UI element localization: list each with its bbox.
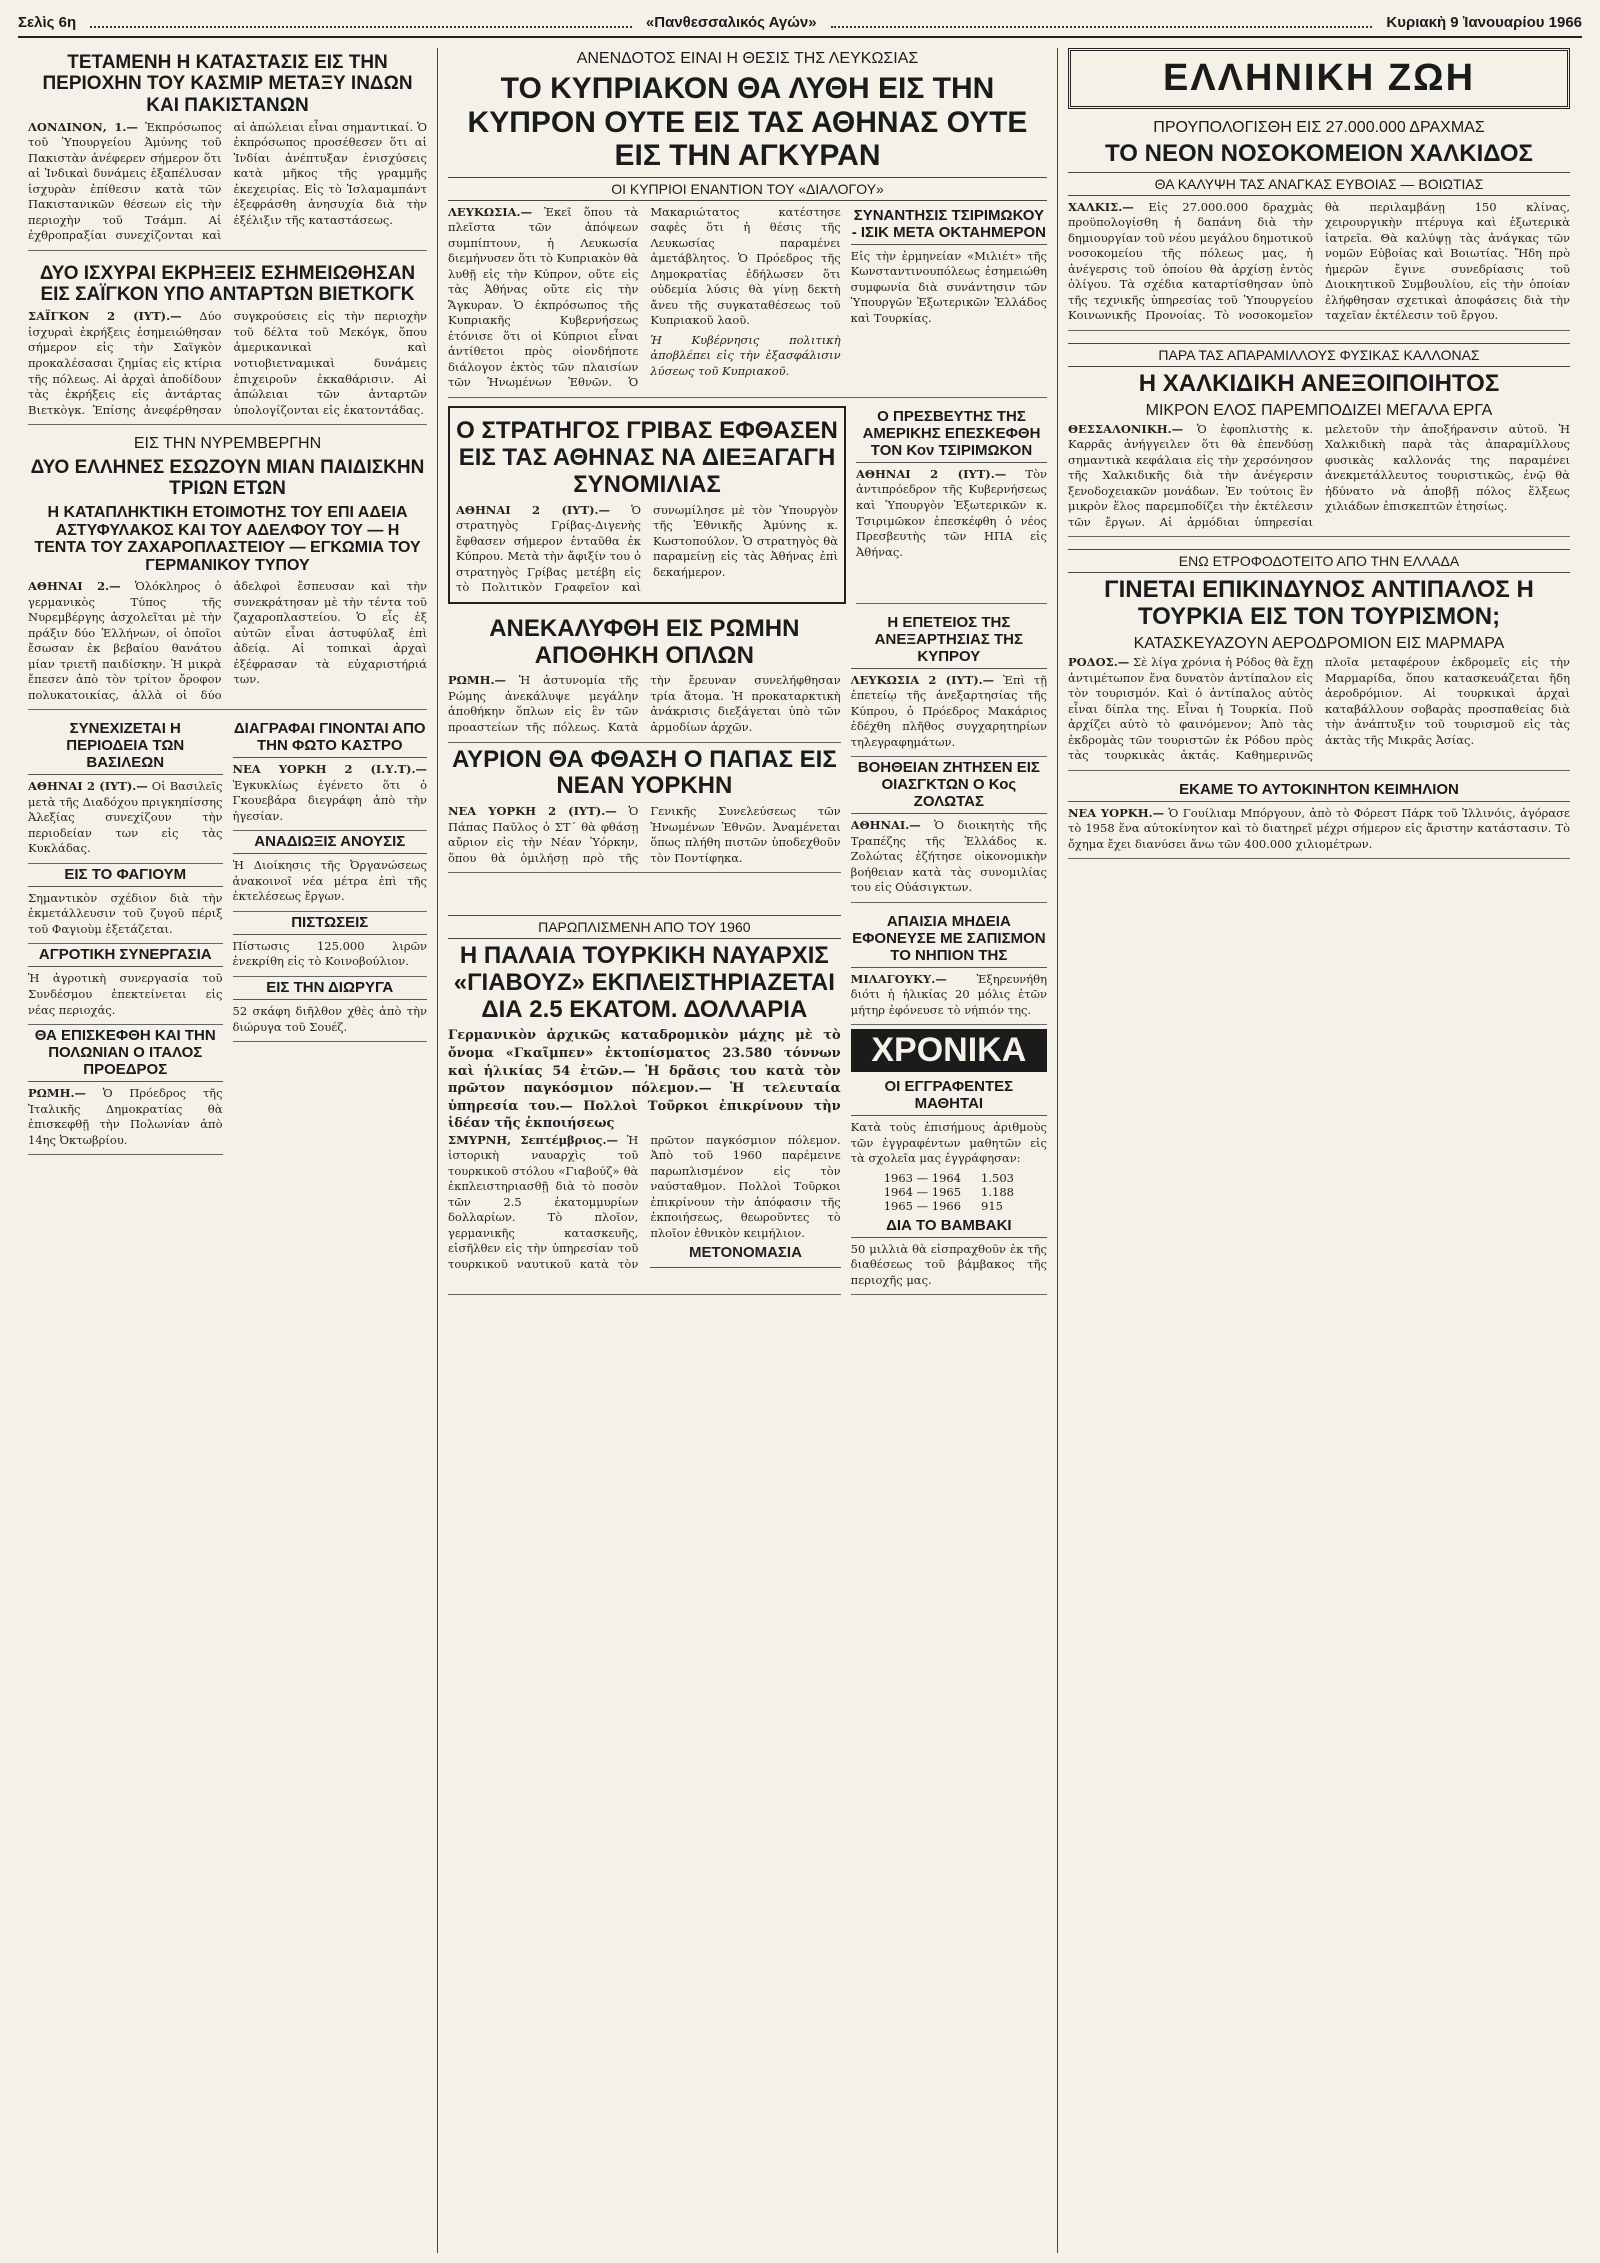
cyprus-body-row bbox=[448, 205, 1047, 391]
table-row bbox=[874, 1185, 1024, 1199]
article-text: Ἡ ἀγροτικὴ συνεργασία τοῦ Συνδέσμου ἐπεκτείνεται εἰς νέας περιοχάς. bbox=[28, 971, 223, 1017]
headline: ΤΟ ΝΕΟΝ ΝΟΣΟΚΟΜΕΙΟΝ ΧΑΛΚΙΔΟΣ bbox=[1105, 140, 1533, 167]
dateline: ΝΕΑ ΥΟΡΚΗ.— bbox=[1068, 805, 1165, 820]
article-body bbox=[28, 120, 427, 244]
article-text: Ὁ διοικητὴς τῆς Τραπέζης τῆς Ἑλλάδος κ. Ζολώτας ἐζήτησε οἰκονομικὴν βοήθειαν κατὰ τὰς συνομιλίας του εἰς Οὐάσιγκτων. bbox=[850, 818, 1047, 895]
headline: ΤΟ ΚΥΠΡΙΑΚΟΝ ΘΑ ΛΥΘΗ ΕΙΣ ΤΗΝ ΚΥΠΡΟΝ ΟΥΤΕ ΕΙΣ ΤΑΣ ΑΘΗΝΑΣ ΟΥΤΕ ΕΙΣ ΤΗΝ ΑΓΚΥΡΑΝ bbox=[467, 72, 1028, 173]
article-text: Ὁ ἐφοπλιστὴς κ. Καρρᾶς ἀνήγγειλεν ὅτι θὰ ἐπενδύσῃ σημαντικὰ κεφάλαια εἰς τὴν χερσόνησον τῆς Χαλκιδικῆς διὰ τὴν ἀνέγερσιν ξενοδοχειακῶν μονάδων. Ἐν τούτοις ἓν μικρὸν ἕλος παρεμποδίζει τὴν ἐκτέλεσιν τῶν ἔργων. Αἱ ἀρμόδιαι ὑπηρεσίαι μελετοῦν τὴν ἀποξήρανσιν αὐτοῦ. Ἡ Χαλκιδικὴ παρὰ τὰς ἀπαραμίλλους φυσικὰς καλλονάς της παραμένει ἀνεκμετάλλευτος τουριστικῶς, ἐνῷ θὰ ἠδύνατο νὰ ἀποβῇ πόλος ἕλξεως χιλιάδων ἐπισκεπτῶν ἐτησίως. bbox=[1068, 421, 1570, 529]
table-cell-year: 1965 — 1966 bbox=[883, 1198, 962, 1213]
issue-date: Κυριακὴ 9 Ἰανουαρίου 1966 bbox=[1386, 13, 1582, 31]
dateline: ΑΘΗΝΑΙ.— bbox=[850, 818, 921, 833]
kicker: ΠΡΟΥΠΟΛΟΓΙΣΘΗ ΕΙΣ 27.000.000 ΔΡΑΧΜΑΣ bbox=[1153, 119, 1485, 136]
subheadline: ΚΑΤΑΣΚΕΥΑΖΟΥΝ ΑΕΡΟΔΡΟΜΙΟΝ ΕΙΣ ΜΑΡΜΑΡΑ bbox=[1133, 635, 1505, 653]
article-hospital bbox=[1068, 117, 1570, 331]
article-body bbox=[448, 804, 841, 866]
article-tourism bbox=[1068, 545, 1570, 770]
headline: ΑΠΑΙΣΙΑ ΜΗΔΕΙΑ ΕΦΟΝΕΥΣΕ ΜΕ ΣΑΠΙΣΜΟΝ ΤΟ ΝΗΠΙΟΝ ΤΗΣ bbox=[851, 913, 1047, 968]
article-us-ambassador bbox=[856, 406, 1047, 604]
article-body bbox=[448, 1133, 841, 1273]
enrollment-table bbox=[874, 1171, 1024, 1213]
cyprus-sidebar bbox=[851, 205, 1047, 391]
article-body bbox=[851, 818, 1047, 896]
table-cell-year: 1964 — 1965 bbox=[883, 1184, 962, 1199]
chronika-banner: ΧΡΟΝΙΚΑ bbox=[851, 1029, 1047, 1072]
short-items-right bbox=[233, 718, 428, 1155]
dateline: ΣΜΥΡΝΗ, Σεπτέμβριος.— bbox=[448, 1132, 619, 1147]
article-kashmir bbox=[28, 48, 427, 251]
article-body bbox=[28, 579, 427, 703]
article-cyprus bbox=[448, 48, 1047, 398]
headline: ΑΝΑΔΙΩΞΙΣ ΑΝΟΥΣΙΣ bbox=[233, 833, 428, 854]
dateline: ΑΘΗΝΑΙ 2 (ΙΥΤ).— bbox=[28, 779, 148, 794]
short-item bbox=[233, 831, 428, 912]
article-zolotas bbox=[851, 757, 1047, 903]
rome-row bbox=[448, 612, 1047, 903]
article-text: Εἰς 27.000.000 δραχμὰς προϋπολογίσθη ἡ δαπάνη διὰ τὴν δημιουργίαν τοῦ νέου μεγάλου δημοτικοῦ νοσοκομείου τῆς πόλεως μας, ἡ ἀνέγερσις τοῦ ὁποίου θὰ ἀρχίσῃ ἐντὸς ὀλίγου. Τὰ σχέδια καταρτίσθησαν ὑπὸ τῆς τεχνικῆς ὑπηρεσίας τοῦ Ὑπουργείου Κοινωνικῆς Προνοίας. Τὸ νοσοκομεῖον θὰ περιλαμβάνῃ 150 κλίνας, χειρουργικὴν πτέρυγα καὶ ἐξωτερικὰ ἰατρεῖα. Θὰ καλύψῃ τὰς ἀνάγκας τῶν νομῶν Εὐβοίας καὶ Βοιωτίας. Ἤδη πρὸ ἡμερῶν ἔγινε συνεδρίασις τοῦ Διοικητικοῦ Συμβουλίου, εἰς τὴν ὁποίαν ἐλήφθησαν σχετικαὶ ἀποφάσεις διὰ τὴν ταχεῖαν ἐκτέλεσιν τοῦ ἔργου. bbox=[1068, 199, 1570, 323]
article-text: Ὁ Πρόεδρος τῆς Ἰταλικῆς Δημοκρατίας θὰ ἐπισκεφθῇ τὴν Πολωνίαν ἀπὸ 14ης Ὀκτωβρίου. bbox=[28, 1086, 223, 1147]
subheadline: ΜΙΚΡΟΝ ΕΛΟΣ ΠΑΡΕΜΠΟΔΙΖΕΙ ΜΕΓΑΛΑ ΕΡΓΑ bbox=[1145, 401, 1493, 419]
article-body bbox=[1068, 806, 1570, 853]
dateline: ΑΘΗΝΑΙ 2.— bbox=[28, 579, 121, 594]
article-body bbox=[1068, 655, 1570, 764]
subheadline: Η ΚΑΤΑΠΛΗΚΤΙΚΗ ΕΤΟΙΜΟΤΗΣ ΤΟΥ ΕΠΙ ΑΔΕΙΑ ΑΣΤΥΦΥΛΑΚΟΣ ΚΑΙ ΤΟΥ ΑΔΕΛΦΟΥ ΤΟΥ — Η ΤΕΝΤΑ ΤΟΥ ΖΑΧΑΡΟΠΛΑΣΤΕΙΟΥ — ΕΓΚΩΜΙΑ ΤΟΥ ΓΕΡΜΑΝΙΚΟΥ ΤΥΠΟΥ bbox=[34, 503, 421, 575]
article-grivas bbox=[448, 406, 846, 604]
subheadline: ΘΑ ΚΑΛΥΨΗ ΤΑΣ ΑΝΑΓΚΑΣ ΕΥΒΟΙΑΣ — ΒΟΙΩΤΙΑΣ bbox=[1068, 172, 1570, 196]
headline: ΑΝΕΚΑΛΥΦΘΗ ΕΙΣ ΡΩΜΗΝ ΑΠΟΘΗΚΗ ΟΠΛΩΝ bbox=[489, 614, 800, 669]
article-text: Ἐκεῖ ὅπου τὰ πλεῖστα τῶν ἀπόψεων συμπίπτουν, ἡ Λευκωσία διεμήνυσεν ὅτι τὸ Κυπριακὸν θὰ λυθῇ εἰς τὴν Κύπρον, οὔτε εἰς τὰς Ἀθήνας οὔτε εἰς τὴν Ἄγκυραν. Ὁ ἐκπρόσωπος τῆς Κυπριακῆς Κυβερνήσεως ἐτόνισε ὅτι οἱ Κύπριοι εἶναι ἀντίθετοι πρὸς οἱονδήποτε διάλογον ἐκτὸς τῶν πλαισίων τῶν Ἡνωμένων Ἐθνῶν. Ὁ Μακαριώτατος κατέστησε σαφὲς ὅτι ἡ θέσις τῆς Λευκωσίας παραμένει ἀμετάβλητος. Ὁ Πρόεδρος τῆς Δημοκρατίας ἐδήλωσεν ὅτι οὐδεμία λύσις θὰ γίνῃ δεκτὴ ἄνευ τῆς συγκαταθέσεως τοῦ Κυπριακοῦ λαοῦ. bbox=[448, 204, 841, 390]
headline: ΒΟΗΘΕΙΑΝ ΖΗΤΗΣΕΝ ΕΙΣ ΟΙΑΣΓΚΤΩΝ Ο Κος ΖΟΛΩΤΑΣ bbox=[851, 759, 1047, 814]
kicker: ΠΑΡΩΠΛΙΣΜΕΝΗ ΑΠΟ ΤΟΥ 1960 bbox=[448, 915, 841, 939]
dateline: ΛΕΥΚΩΣΙΑ 2 (ΙΥΤ).— bbox=[850, 672, 995, 687]
headline: ΑΓΡΟΤΙΚΗ ΣΥΝΕΡΓΑΣΙΑ bbox=[28, 946, 223, 967]
short-item bbox=[28, 718, 223, 864]
article-text: Σημαντικὸν σχέδιον διὰ τὴν ἐκμετάλλευσιν τοῦ ζυγοῦ πέριξ τοῦ Φαγιοὺμ ἐξετάζεται. bbox=[28, 890, 223, 936]
article-text: Ὁ Γουίλιαμ Μπόργουν, ἀπὸ τὸ Φόρεστ Πάρκ τοῦ Ἰλλινόις, ἀγόρασε τὸ 1958 ἕνα αὐτοκίνητον καὶ τὸ διατηρεῖ μέχρι σήμερον εἰς ἄριστην κατάστασιν. Τὸ ὄχημα ἔχει διανύσει ἄνω τῶν 400.000 χιλιομέτρων. bbox=[1068, 805, 1570, 851]
headline: Η ΕΠΕΤΕΙΟΣ ΤΗΣ ΑΝΕΞΑΡΤΗΣΙΑΣ ΤΗΣ ΚΥΠΡΟΥ bbox=[851, 614, 1047, 669]
article-body bbox=[448, 673, 841, 735]
article-text: Ἐξηρευνήθη διότι ἡ ἡλικίας 20 μόλις ἐτῶν μήτηρ ἐφόνευσε τὸ νήπιόν της. bbox=[850, 971, 1047, 1017]
article-text: Οἱ Βασιλεῖς μετὰ τῆς Διαδόχου πριγκηπίσσης Ἀλεξίας συνεχίζουν τὴν περιοδείαν των εἰς τὰς Κυκλάδας. bbox=[28, 779, 223, 856]
article-halkidiki bbox=[1068, 339, 1570, 537]
table-row bbox=[874, 1171, 1024, 1185]
dateline: ΡΩΜΗ.— bbox=[28, 1086, 86, 1101]
article-car bbox=[1068, 779, 1570, 860]
dateline: ΡΟΔΟΣ.— bbox=[1068, 655, 1130, 670]
article-enosis bbox=[851, 612, 1047, 758]
table-cell-count: 1.188 bbox=[981, 1184, 1014, 1199]
kicker: ΠΑΡΑ ΤΑΣ ΑΠΑΡΑΜΙΛΛΟΥΣ ΦΥΣΙΚΑΣ ΚΑΛΛΟΝΑΣ bbox=[1068, 343, 1570, 367]
short-item bbox=[233, 977, 428, 1042]
article-text: Ἡ ἱστορικὴ ναυαρχὶς τοῦ τουρκικοῦ στόλου «Γιαβούζ» θὰ ἐκπλειστηριασθῇ διὰ τὸ ποσὸν τῶν 2.5 ἑκατομμυρίων δολλαρίων. Τὸ πλοῖον, γερμανικῆς κατασκευῆς, εἰσῆλθεν εἰς τὴν ὑπηρεσίαν τοῦ τουρκικοῦ ναυτικοῦ κατὰ τὸν πρῶτον παγκόσμιον πόλεμον. Ἀπὸ τοῦ 1960 παρέμεινε παρωπλισμένον εἰς τὸν ναύσταθμον. Πολλοὶ Τοῦρκοι ἐπικρίνουν τὴν ἀπόφασιν τῆς ἐκποιήσεως, θεωροῦντες τὸ πλοῖον ἐθνικὸν κειμήλιον. bbox=[448, 1132, 841, 1271]
article-body bbox=[1068, 200, 1570, 324]
article-nuremberg bbox=[28, 433, 427, 710]
article-body bbox=[856, 467, 1047, 560]
dateline: ΜΙΛΑΓΟΥΚΥ.— bbox=[850, 971, 947, 986]
headline: ΟΙ ΕΓΓΡΑΦΕΝΤΕΣ ΜΑΘΗΤΑΙ bbox=[851, 1078, 1047, 1116]
dateline: ΡΩΜΗ.— bbox=[448, 673, 506, 688]
dateline: ΑΘΗΝΑΙ 2 (ΙΥΤ).— bbox=[856, 466, 1007, 481]
kicker: ΑΝΕΝΔΟΤΟΣ ΕΙΝΑΙ Η ΘΕΣΙΣ ΤΗΣ ΛΕΥΚΩΣΙΑΣ bbox=[576, 50, 919, 67]
headline: ΕΙΣ ΤΟ ΦΑΓΙΟΥΜ bbox=[28, 866, 223, 887]
article-medea bbox=[851, 911, 1047, 1026]
article-text: Δύο ἰσχυραὶ ἐκρήξεις ἐσημειώθησαν σήμερον εἰς τὴν Σαϊγκὸν προκαλέσασαι ζημίας εἰς κτίρια τῆς πόλεως. Αἱ ἀρχαὶ ἀποδίδουν τὰς ἐκρήξεις εἰς ἀντάρτας Βιετκὸγκ. Ἐπίσης ἀνεφέρθησαν συγκρούσεις εἰς τὴν περιοχὴν τοῦ δέλτα τοῦ Μεκόγκ, ὅπου ἀμερικανικαὶ καὶ νοτιοβιετναμικαὶ δυνάμεις ἐπιχειροῦν ἐκκαθάρισιν. Αἱ ἀπώλειαι τῶν ἀνταρτῶν ὑπολογίζονται εἰς ἑκατοντάδας. bbox=[28, 309, 427, 417]
article-text: Ἐπὶ τῇ ἐπετείῳ τῆς ἀνεξαρτησίας τῆς Κύπρου, ὁ Πρόεδρος Μακάριος ἐδέχθη πλῆθος συγχαρητηρίων τηλεγραφημάτων. bbox=[850, 672, 1047, 749]
chronika-stack bbox=[851, 911, 1047, 1296]
headline: Ο ΣΤΡΑΤΗΓΟΣ ΓΡΙΒΑΣ ΕΦΘΑΣΕΝ ΕΙΣ ΤΑΣ ΑΘΗΝΑΣ ΝΑ ΔΙΕΞΑΓΑΓΗ ΣΥΝΟΜΙΛΙΑΣ bbox=[456, 416, 838, 498]
grivas-row bbox=[448, 406, 1047, 604]
short-item bbox=[28, 944, 223, 1025]
headline: ΔΥΟ ΙΣΧΥΡΑΙ ΕΚΡΗΞΕΙΣ ΕΣΗΜΕΙΩΘΗΣΑΝ ΕΙΣ ΣΑΪΓΚΟΝ ΥΠΟ ΑΝΤΑΡΤΩΝ ΒΙΕΤΚΟΓΚ bbox=[39, 262, 416, 306]
article-text: Πίστωσις 125.000 λιρῶν ἐνεκρίθη εἰς τὸ Κοινοβούλιον. bbox=[232, 938, 427, 969]
table-cell-count: 915 bbox=[981, 1198, 1003, 1213]
headline: ΕΙΣ ΤΗΝ ΔΙΩΡΥΓΑ bbox=[233, 979, 428, 1000]
dateline: ΝΕΑ ΥΟΡΚΗ 2 (ΙΥΤ).— bbox=[448, 804, 617, 819]
short-item bbox=[28, 1025, 223, 1155]
article-saigon bbox=[28, 259, 427, 425]
dateline: ΣΑΪΓΚΟΝ 2 (ΙΥΤ).— bbox=[28, 309, 182, 324]
headline: ΔΙΑΓΡΑΦΑΙ ΓΙΝΟΝΤΑΙ ΑΠΟ ΤΗΝ ΦΩΤΟ ΚΑΣΤΡΟ bbox=[233, 720, 428, 758]
article-text: Εἰς τὴν ἑρμηνείαν «Μιλιέτ» τῆς Κωνσταντινουπόλεως ἐσημειώθη συμφωνία διὰ συνάντησιν τῶν Ὑπουργῶν Ἐξωτερικῶν Ἑλλάδος καὶ Τουρκίας. bbox=[850, 248, 1047, 325]
center-column bbox=[438, 48, 1058, 2253]
article-body bbox=[28, 309, 427, 418]
article-body bbox=[28, 1086, 223, 1148]
article-yavuz bbox=[448, 911, 841, 1296]
dateline: ΑΘΗΝΑΙ 2 (ΙΥΤ).— bbox=[456, 502, 611, 517]
paper-name: «Πανθεσσαλικός Αγών» bbox=[645, 13, 817, 31]
headline: ΔΥΟ ΕΛΛΗΝΕΣ ΕΣΩΖΟΥΝ ΜΙΑΝ ΠΑΙΔΙΣΚΗΝ ΤΡΙΩΝ ΕΤΩΝ bbox=[30, 457, 425, 500]
section-subhead: ΜΕΤΟΝΟΜΑΣΙΑ bbox=[650, 1243, 840, 1267]
table-cell-year: 1963 — 1964 bbox=[883, 1170, 962, 1185]
article-text: Ἐγκυκλίως ἐγένετο ὅτι ὁ Γκουεβάρα διεγράφη ἀπὸ τὴν ἡγεσίαν. bbox=[232, 777, 427, 823]
table-cell-count: 1.503 bbox=[981, 1170, 1014, 1185]
article-text: Ὁ Πάπας Παῦλος ὁ ΣΤ΄ θὰ φθάσῃ αὔριον εἰς τὴν Νέαν Ὑόρκην, ὅπου θὰ ὁμιλήσῃ πρὸ τῆς Γενικῆς Συνελεύσεως τῶν Ἡνωμένων Ἐθνῶν. Ἀναμένεται ὅπως πλήθη πιστῶν ὑποδεχθοῦν τὸν Ποντίφηκα. bbox=[448, 804, 841, 865]
dateline: ΛΟΝΔΙΝΟΝ, 1.— bbox=[28, 119, 138, 134]
masthead-rule-left bbox=[90, 16, 632, 28]
article-body bbox=[28, 779, 223, 857]
article-body bbox=[851, 673, 1047, 751]
yavuz-row bbox=[448, 911, 1047, 1296]
rome-pope-stack bbox=[448, 612, 841, 903]
table-row bbox=[874, 1199, 1024, 1213]
headline: Η ΧΑΛΚΙΔΙΚΗ ΑΝΕΞΟΙΠΟΙΗΤΟΣ bbox=[1138, 370, 1500, 397]
masthead bbox=[18, 8, 1582, 38]
dateline: ΧΑΛΚΙΣ.— bbox=[1068, 199, 1134, 214]
headline: ΕΚΑΜΕ ΤΟ ΑΥΤΟΚΙΝΗΤΟΝ ΚΕΙΜΗΛΙΟΝ bbox=[1068, 781, 1570, 802]
headline: ΘΑ ΕΠΙΣΚΕΦΘΗ ΚΑΙ ΤΗΝ ΠΟΛΩΝΙΑΝ Ο ΙΤΑΛΟΣ ΠΡΟΕΔΡΟΣ bbox=[28, 1027, 223, 1082]
article-text: Ὁ στρατηγὸς Γρίβας-Διγενὴς ἔφθασεν σήμερον ἐνταῦθα ἐκ Κύπρου. Μετὰ τὴν ἄφιξίν του ὁ στρατηγὸς Γρίβας μετέβη εἰς τὸ Πολιτικὸν Γραφεῖον καὶ συνωμίλησε μὲ τὸν Ὑπουργὸν τῆς Ἐθνικῆς Ἀμύνης κ. Κωστοπούλον. Ὁ στρατηγὸς θὰ παραμείνῃ εἰς τὰς Ἀθήνας ἐπὶ δεκαήμερον. bbox=[456, 502, 838, 595]
pull-quote: Ἡ Κυβέρνησις πολιτικὴ ἀποβλέπει εἰς τὴν ἐξασφάλισιν λύσεως τοῦ Κυπριακοῦ. bbox=[650, 332, 841, 378]
article-text: Κατὰ τοὺς ἐπισήμους ἀριθμοὺς τῶν ἐγγραφέντων μαθητῶν εἰς τὰ σχολεῖα μας ἐγγράφησαν: bbox=[850, 1120, 1047, 1166]
headline: ΠΙΣΤΩΣΕΙΣ bbox=[233, 914, 428, 935]
page-label: Σελὶς 6η bbox=[18, 13, 77, 31]
headline: ΣΥΝΑΝΤΗΣΙΣ ΤΣΙΡΙΜΩΚΟΥ - ΙΣΙΚ ΜΕΤΑ ΟΚΤΑΗΜΕΡΟΝ bbox=[851, 207, 1047, 245]
right-column bbox=[1058, 48, 1580, 2253]
short-item bbox=[28, 864, 223, 945]
article-students bbox=[851, 1076, 1047, 1295]
article-text: 52 σκάφη διῆλθον χθὲς ἀπὸ τὴν διώρυγα τοῦ Σουέζ. bbox=[232, 1003, 427, 1034]
headline: ΓΙΝΕΤΑΙ ΕΠΙΚΙΝΔΥΝΟΣ ΑΝΤΙΠΑΛΟΣ Η ΤΟΥΡΚΙΑ ΕΙΣ ΤΟΝ ΤΟΥΡΙΣΜΟΝ; bbox=[1104, 576, 1534, 631]
article-text: Ὁλόκληρος ὁ γερμανικὸς Τύπος τῆς Νυρεμβέργης ἀσχολεῖται μὲ τὴν πράξιν δύο Ἑλλήνων, οἱ ὁποῖοι ἔσωσαν ἐκ βεβαίου θανάτου μίαν τριετῆ παιδίσκην. Ἡ μικρὰ ἔπεσεν ἀπὸ τὸν τρίτον ὄροφον πολυκατοικίας, ἀλλὰ οἱ δύο ἀδελφοὶ ἔσπευσαν καὶ τὴν συνεκράτησαν μὲ τὴν τέντα τοῦ ζαχαροπλαστείου. Ὁ εἷς ἐξ αὐτῶν εἶναι ἀστυφύλαξ ἐπὶ ἀδείᾳ. Αἱ τοπικαὶ ἀρχαὶ ἐξέφρασαν τὰ εὐχαριστήριά των. bbox=[28, 579, 427, 702]
kicker: ΕΙΣ ΤΗΝ ΝΥΡΕΜΒΕΡΓΗΝ bbox=[133, 435, 322, 453]
headline: Ο ΠΡΕΣΒΕΥΤΗΣ ΤΗΣ ΑΜΕΡΙΚΗΣ ΕΠΕΣΚΕΦΘΗ ΤΟΝ Κον ΤΣΙΡΙΜΩΚΟΝ bbox=[856, 408, 1047, 463]
article-text: Σὲ λίγα χρόνια ἡ Ρόδος θὰ ἔχῃ ἀντιμέτωπον ἕνα δυνατὸν ἀντίπαλον εἰς τὸν τουρισμόν. Καὶ ὁ ἀντίπαλος αὐτὸς εἶναι δίπλα της. Εἶναι ἡ Τουρκία. Ποῦ ἀρχίζει αὐτὸ τὸ φαινόμενον; Ἀπὸ τὰς ἐκδρομὰς τῶν τουριστῶν ἐκ Ρόδου πρὸς τὰς τουρκικὰς ἀκτάς. Καθημερινῶς πλοῖα μεταφέρουν ἐκδρομεῖς εἰς τὴν Μαρμαρίδα, ὅπου κατασκευάζεται ἤδη ἀεροδρόμιον. Αἱ τουρκικαὶ ἀρχαὶ καταβάλλουν σοβαρὰς προσπαθείας διὰ τὴν ἀνάπτυξιν τοῦ τουρισμοῦ εἰς τὰς ἀκτὰς τῆς Μικρᾶς Ἀσίας. bbox=[1068, 655, 1570, 763]
enosis-stack bbox=[851, 612, 1047, 903]
article-pope bbox=[448, 743, 841, 874]
columns bbox=[18, 48, 1582, 2253]
short-item bbox=[233, 718, 428, 831]
dateline: ΘΕΣΣΑΛΟΝΙΚΗ.— bbox=[1068, 421, 1184, 436]
short-item bbox=[233, 912, 428, 977]
lead-paragraph: Γερμανικὸν ἀρχικῶς καταδρομικὸν μάχης μὲ τὸ ὄνομα «Γκαῖμπεν» ἐκτοπίσματος 23.580 τόννων καὶ ἡλικίας 54 ἐτῶν.— Ἡ δρᾶσις του κατὰ τὸν πρῶτον παγκόσμιον πόλεμον.— Ἡ τελευταία ὑπηρεσία του.— Πολλοὶ Τοῦρκοι ἐπικρίνουν τὴν ἰδέαν τῆς ἐκποιήσεως bbox=[448, 1028, 841, 1132]
article-rome bbox=[448, 612, 841, 743]
section-title: ΕΛΛΗΝΙΚΗ ΖΩΗ bbox=[1068, 48, 1570, 109]
article-text: Ἡ ἀστυνομία τῆς Ρώμης ἀνεκάλυψε μεγάλην ἀποθήκην ὅπλων εἰς ἓν τῶν προαστείων τῆς πόλεως. Κατὰ τὴν ἔρευναν συνελήφθησαν τρία ἄτομα. Ἡ προκαταρκτικὴ ἀνάκρισις διεξάγεται ὑπὸ τῶν ἀρμοδίων ἀρχῶν. bbox=[448, 673, 841, 734]
article-text: Ἐκπρόσωπος τοῦ Ὑπουργείου Ἀμύνης τοῦ Πακιστὰν ἀνέφερεν σήμερον ὅτι αἱ Ἰνδικαὶ δυνάμεις ἐξαπέλυσαν ἰσχυρὰν ἐπίθεσιν κατὰ τῶν Πακιστανικῶν θέσεων εἰς τὴν περιοχὴν τοῦ Τσάμπ. Αἱ ἐχθροπραξίαι συνεχίζονται καὶ αἱ ἀπώλειαι εἶναι σημαντικαί. Ὁ ἐκπρόσωπος προσέθεσεν ὅτι αἱ Ἰνδίαι ἀνέπτυξαν ἐνισχύσεις κατὰ μῆκος τῆς γραμμῆς ἐκεχειρίας. Εἰς τὸ Ἰσλαμαμπάντ ἐξεφράσθη ἀνησυχία διὰ τὴν ἐξέλιξιν τῆς καταστάσεως. bbox=[28, 119, 427, 243]
article-body bbox=[233, 762, 428, 824]
headline: ΑΥΡΙΟΝ ΘΑ ΦΘΑΣΗ Ο ΠΑΠΑΣ ΕΙΣ ΝΕΑΝ ΥΟΡΚΗΝ bbox=[451, 745, 837, 800]
article-body bbox=[1068, 422, 1570, 531]
headline: Η ΠΑΛΑΙΑ ΤΟΥΡΚΙΚΗ ΝΑΥΑΡΧΙΣ «ΓΙΑΒΟΥΖ» ΕΚΠΛΕΙΣΤΗΡΙΑΖΕΤΑΙ ΔΙΑ 2.5 ΕΚΑΤΟΜ. ΔΟΛΛΑΡΙΑ bbox=[453, 941, 835, 1023]
headline: ΣΥΝΕΧΙΖΕΤΑΙ Η ΠΕΡΙΟΔΕΙΑ ΤΩΝ ΒΑΣΙΛΕΩΝ bbox=[28, 720, 223, 775]
article-body bbox=[456, 503, 838, 596]
article-text: Ἡ Διοίκησις τῆς Ὀργανώσεως ἀνακοινοῖ νέα μέτρα ἐπὶ τῆς ἐκτελέσεως ἔργων. bbox=[232, 858, 427, 904]
masthead-rule-right bbox=[831, 16, 1373, 28]
article-body bbox=[851, 972, 1047, 1019]
headline: ΤΕΤΑΜΕΝΗ Η ΚΑΤΑΣΤΑΣΙΣ ΕΙΣ ΤΗΝ ΠΕΡΙΟΧΗΝ ΤΟΥ ΚΑΣΜΙΡ ΜΕΤΑΞΥ ΙΝΔΩΝ ΚΑΙ ΠΑΚΙΣΤΑΝΩΝ bbox=[42, 52, 413, 116]
article-body bbox=[448, 205, 841, 391]
short-items-left bbox=[28, 718, 223, 1155]
cotton-headline: ΔΙΑ ΤΟ ΒΑΜΒΑΚΙ bbox=[851, 1217, 1047, 1238]
dateline: ΝΕΑ ΥΟΡΚΗ 2 (Ι.Υ.Τ).— bbox=[232, 762, 427, 777]
kicker: ΕΝΩ ΕΤΡΟΦΟΔΟΤΕΙΤΟ ΑΠΟ ΤΗΝ ΕΛΛΑΔΑ bbox=[1068, 549, 1570, 573]
short-items bbox=[28, 718, 427, 1155]
article-text: Τὸν ἀντιπρόεδρον τῆς Κυβερνήσεως καὶ Ὑπουργὸν Ἐξωτερικῶν κ. Τσιριμῶκον ἐπεσκέφθη ὁ νέος Πρεσβευτὴς τῶν ΗΠΑ εἰς Ἀθήνας. bbox=[856, 466, 1047, 559]
dateline: ΛΕΥΚΩΣΙΑ.— bbox=[448, 204, 533, 219]
left-column bbox=[18, 48, 438, 2253]
subheadline: ΟΙ ΚΥΠΡΙΟΙ ΕΝΑΝΤΙΟΝ ΤΟΥ «ΔΙΑΛΟΓΟΥ» bbox=[448, 177, 1047, 201]
cotton-text: 50 μιλλιὰ θὰ εἰσπραχθοῦν ἐκ τῆς διαθέσεως τοῦ βάμβακος τῆς περιοχῆς μας. bbox=[850, 1241, 1047, 1287]
